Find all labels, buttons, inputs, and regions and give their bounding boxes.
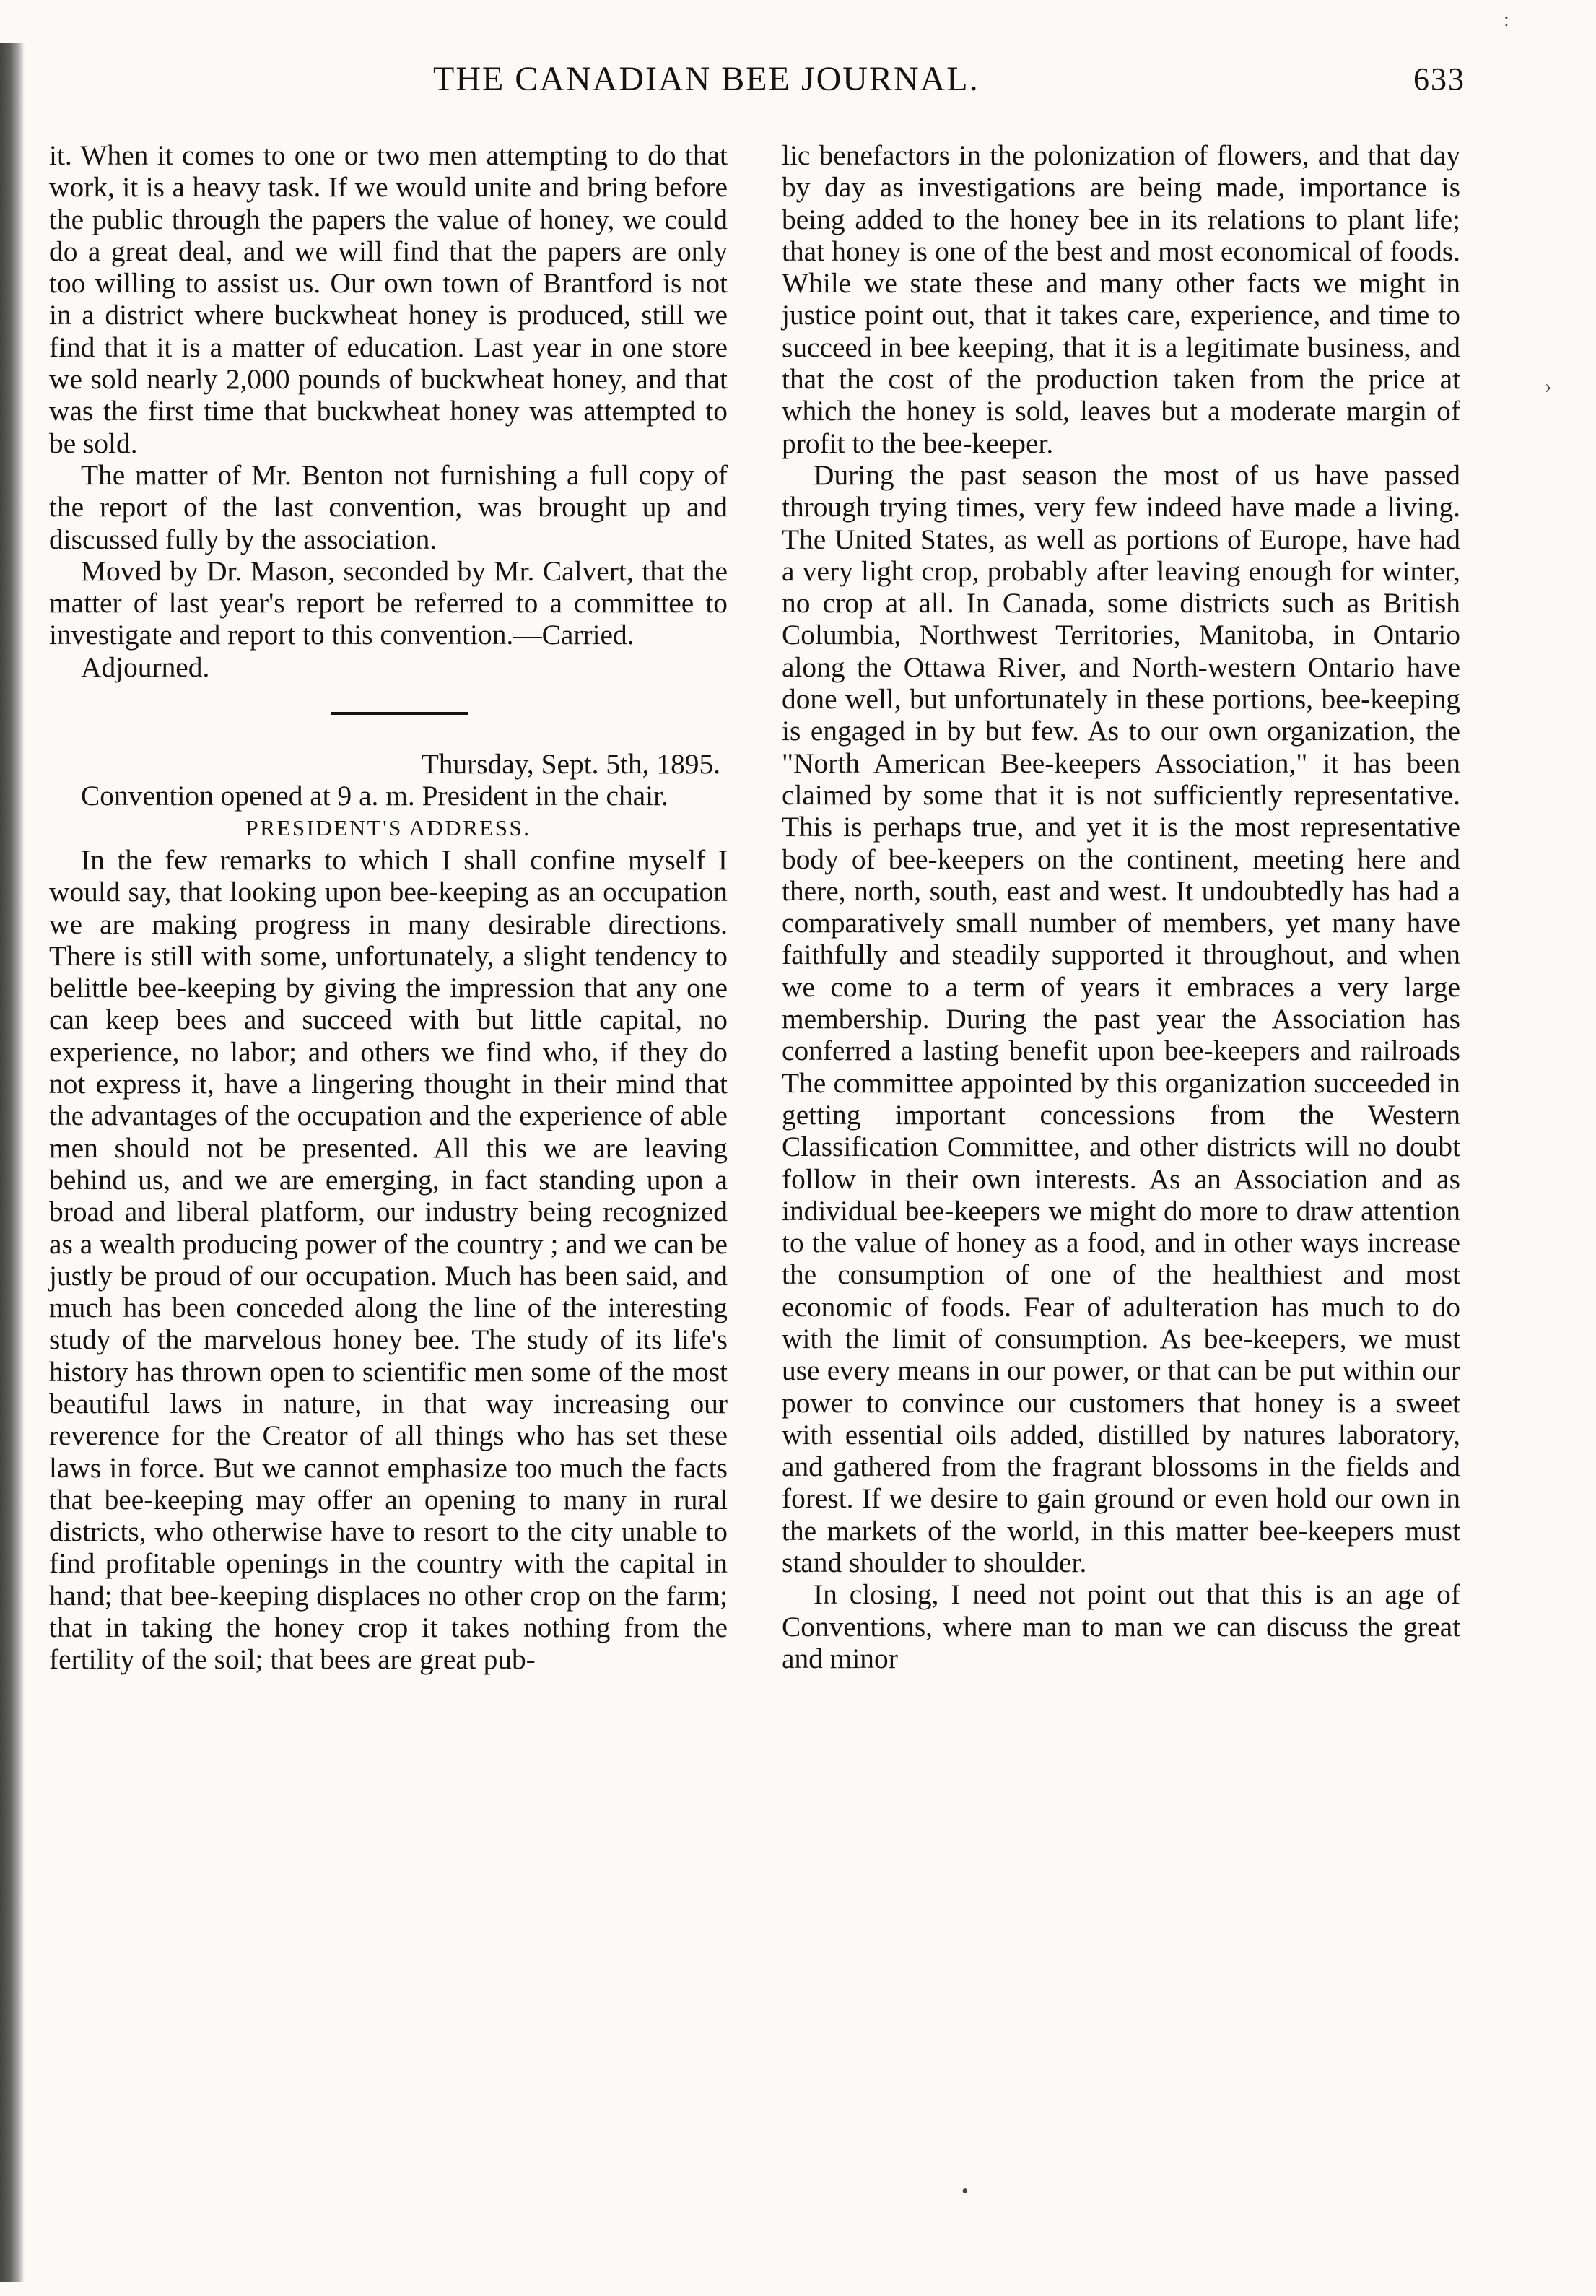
section-heading: PRESIDENT'S ADDRESS.: [245, 814, 531, 840]
adjourned-line: Adjourned.: [81, 651, 210, 683]
page-edge-mark: :: [1504, 9, 1509, 31]
paragraph: In closing, I need not point out that this is an age of Conventions, where man to man we can discuss the great and minor: [782, 1578, 1460, 1674]
paragraph: During the past season the most of us have passed through trying times, very few indeed have made a living. The United States, as well as portions of Europe, have had a very light crop, probably after leaving enough for winter, no crop at all. In Canada, some districts such as British Columbia, Northwest Territories, Manitoba, in Ontario along the Ottawa River, and North-western Ontario have done well, but unfortunately in these portions, bee-keeping is engaged in by but few. As to our own organization, the "North American Bee-keepers Association," it has been claimed by some that it is not sufficiently representative. This is perhaps true, and yet it is the most representative body of bee-keepers on the continent, meeting here and there, north, south, east and west. It undoubtedly has had a comparatively small number of members, yet many have faithfully and steadily supported it throughout, and when we come to a term of years it embraces a very large membership. During the past year the Association has conferred a lasting benefit upon bee-keepers and railroads The committee appointed by this organization succeeded in getting important concessions from the Western Classification Committee, and other districts will no doubt follow in their own interests. As an Association and as individual bee-keepers we might do more to draw attention to the value of honey as a food, and in other ways increase the consumption of one of the healthiest and most economic of foods. Fear of adulteration has much to do with the limit of consumption. As bee-keepers, we must use every means in our power, or that can be put within our power to convince our customers that honey is a sweet with essential oils added, distilled by natures laboratory, and gathered from the fragrant blossoms in the fields and forest. If we desire to gain ground or even hold our own in the markets of the world, in this matter bee-keepers must stand shoulder to shoulder.: [782, 458, 1460, 1579]
margin-mark: ›: [1545, 375, 1552, 398]
paragraph: Moved by Dr. Mason, seconded by Mr. Calvert, that the matter of last year's report be referred to a committee to investigate and report to this convention.—Carried.: [49, 555, 728, 651]
paragraph: lic benefactors in the polonization of flowers, and that day by day as investigations are being made, importance is being added to the honey bee in its relations to plant life; that honey is one of the best and most economical of foods. While we state these and many other facts we might in justice point out, that it takes care, experience, and time to succeed in bee keeping, that it is a legitimate business, and that the cost of the production taken from the price at which the honey is sold, leaves but a moderate margin of profit to the bee-keeper.: [782, 139, 1460, 459]
paragraph: The matter of Mr. Benton not furnishing a full copy of the report of the last convention, was brought up and discussed fully by the association.: [49, 458, 728, 555]
left-column: [49, 139, 728, 1676]
book-binding-shadow: [0, 43, 25, 2282]
section-divider: [331, 712, 468, 715]
right-column: [782, 139, 1460, 1674]
journal-title: THE CANADIAN BEE JOURNAL.: [433, 60, 980, 98]
page-dot: •: [961, 2180, 969, 2203]
paragraph: it. When it comes to one or two men attempting to do that work, it is a heavy task. If we would unite and bring before the public through the papers the value of honey, we could do a great deal, and we will find that the papers are only too willing to assist us. Our own town of Brantford is not in a district where buckwheat honey is produced, still we find that it is a matter of education. Last year in one store we sold nearly 2,000 pounds of buckwheat honey, and that was the first time that buckwheat honey was attempted to be sold.: [49, 139, 728, 459]
page-number: 633: [1413, 61, 1465, 97]
paragraph: In the few remarks to which I shall confine myself I would say, that looking upon bee-keeping as an occupation we are making progress in many desirable directions. There is still with some, unfortunately, a slight tendency to belittle bee-keeping by giving the impression that any one can keep bees and succeed with but little capital, no experience, no labor; and others we find who, if they do not express it, have a lingering thought in their mind that the advantages of the occupation and the experience of able men should not be presented. All this we are leaving behind us, and we are emerging, in fact standing upon a broad and liberal platform, our industry being recognized as a wealth producing power of the country ; and we can be justly be proud of our occupation. Much has been said, and much has been conceded along the line of the interesting study of the marvelous honey bee. The study of its life's history has thrown open to scientific men some of the most beautiful laws in nature, in that way increasing our reverence for the Creator of all things who has set these laws in force. But we cannot emphasize too much the facts that bee-keeping may offer an opening to many in rural districts, who otherwise have to resort to the city unable to find profitable openings in the country with the capital in hand; that bee-keeping displaces no other crop on the farm; that in taking the honey crop it takes nothing from the fertility of the soil; that bees are great pub-: [49, 843, 728, 1676]
paragraph: Convention opened at 9 a. m. President in the chair.: [81, 780, 668, 812]
session-date: Thursday, Sept. 5th, 1895.: [421, 748, 720, 780]
